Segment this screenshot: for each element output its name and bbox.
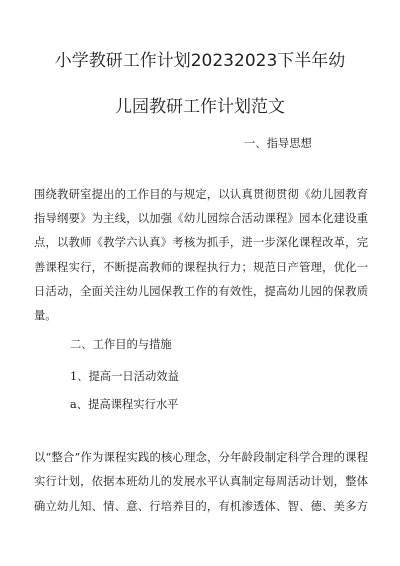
paragraph-line: 实行计划，依据本班幼儿的发展水平认真制定每周活动计划，整体 bbox=[34, 475, 368, 488]
paragraph-line: 日活动，全面关注幼儿园保教工作的有效性，提高幼儿园的保教质 bbox=[34, 285, 368, 298]
section-heading-goals-measures: 二、工作目的与措施 bbox=[70, 338, 172, 351]
paragraph-line: 点，以教师《教学六认真》考核为抓手，进一步深化课程改革，完 bbox=[34, 236, 368, 249]
paragraph-line: 确立幼儿知、情、意、行培养目的，有机渗透体、智、德、美多方 bbox=[34, 500, 368, 513]
subsection-heading: a、提高课程实行水平 bbox=[70, 398, 179, 411]
paragraph-line: 量。 bbox=[34, 309, 57, 322]
paragraph-line: 善课程实行，不断提高教师的课程执行力；规范日产管理，优化一 bbox=[34, 261, 368, 274]
subsection-heading: 1、提高一日活动效益 bbox=[70, 370, 179, 383]
paragraph-line: 指导纲要》为主线，以加强《幼儿园综合活动课程》园本化建设重 bbox=[34, 212, 368, 225]
paragraph-line: 以“整合”作为课程实践的核心理念，分年龄段制定科学合理的课程 bbox=[34, 451, 368, 464]
section-heading-guiding-ideology: 一、指导思想 bbox=[244, 137, 312, 150]
document-title-line-2: 儿园教研工作计划范文 bbox=[115, 97, 285, 117]
document-title-line-1: 小学教研工作计划20232023下半年幼 bbox=[54, 51, 346, 71]
paragraph-line: 围绕教研室提出的工作目的与规定，以认真贯彻贯彻《幼儿园教育 bbox=[34, 188, 368, 201]
